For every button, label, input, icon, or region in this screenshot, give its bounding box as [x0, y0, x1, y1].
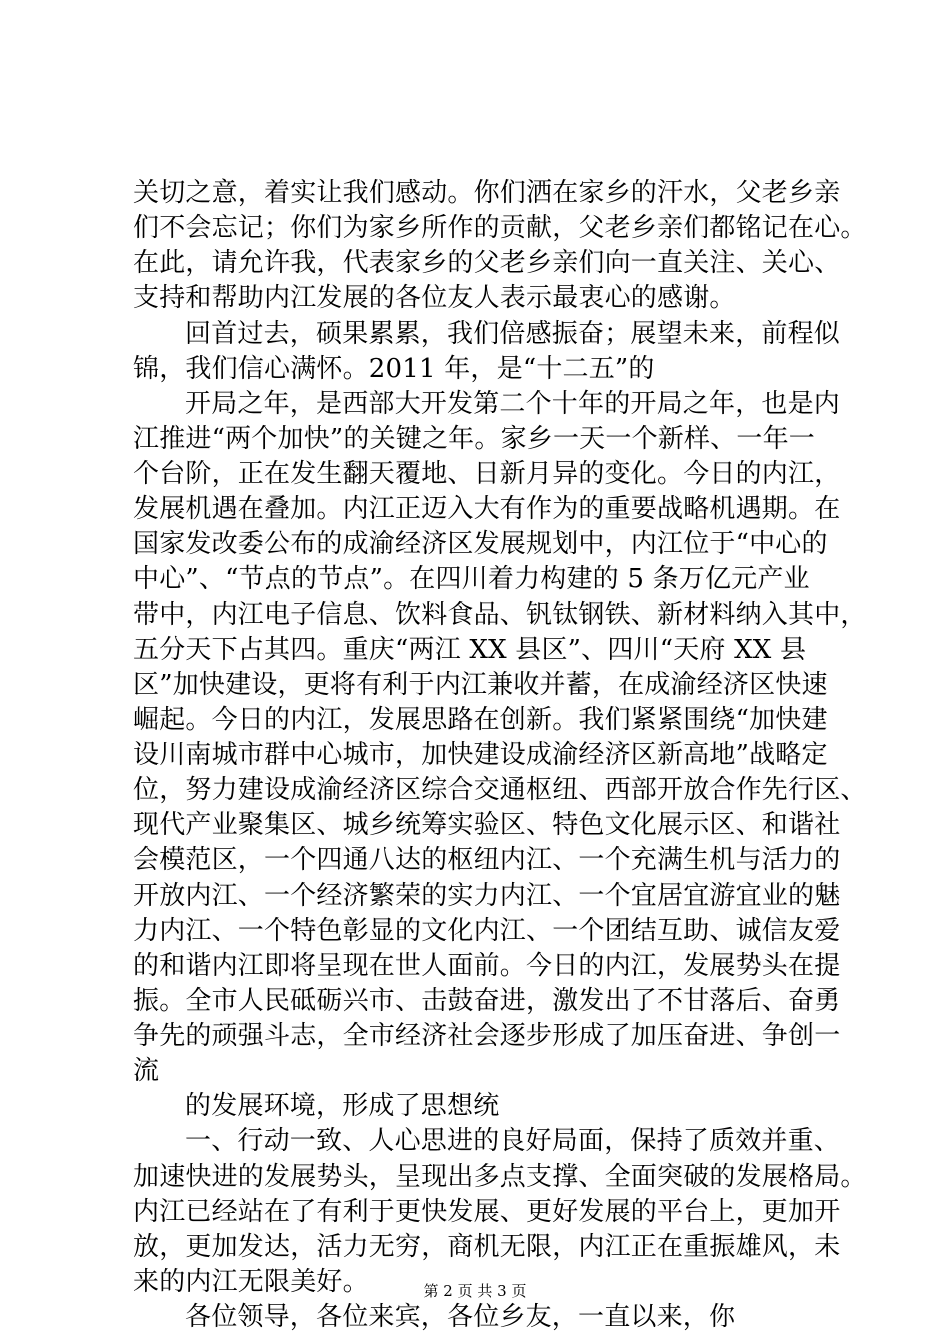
text-line: 各位领导，各位来宾，各位乡友，一直以来，你	[185, 1302, 736, 1332]
text-line: 加速快进的发展势头，呈现出多点支撑、全面突破的发展格局。	[133, 1162, 867, 1192]
text-line: 崛起。今日的内江，发展思路在创新。我们紧紧围绕“加快建	[133, 705, 828, 735]
text-line: 支持和帮助内江发展的各位友人表示最衷心的感谢。	[133, 283, 736, 313]
text-line: 位，努力建设成渝经济区综合交通枢纽、西部开放合作先行区、	[133, 775, 867, 805]
text-line: 五分天下占其四。重庆“两江 XX 县区”、四川“天府 XX 县	[133, 635, 807, 665]
text-line: 流	[133, 1056, 160, 1086]
text-line: 来的内江无限美好。	[133, 1267, 369, 1297]
text-line: 开放内江、一个经济繁荣的实力内江、一个宜居宜游宜业的魅	[133, 881, 841, 911]
text-line: 振。全市人民砥砺兴市、击鼓奋进，激发出了不甘落后、奋勇	[133, 986, 841, 1016]
text-line: 力内江、一个特色彰显的文化内江、一个团结互助、诚信友爱	[133, 916, 841, 946]
text-line: 现代产业聚集区、城乡统筹实验区、特色文化展示区、和谐社	[133, 810, 841, 840]
text-line: 回首过去，硕果累累，我们倍感振奋；展望未来，前程似	[185, 319, 841, 349]
text-line: 锦，我们信心满怀。2011 年，是“十二五”的	[133, 354, 655, 384]
text-line: 们不会忘记；你们为家乡所作的贡献，父老乡亲们都铭记在心。	[133, 213, 867, 243]
text-line: 内江已经站在了有利于更快发展、更好发展的平台上，更加开	[133, 1197, 841, 1227]
text-line: 会模范区，一个四通八达的枢纽内江、一个充满生机与活力的	[133, 845, 841, 875]
text-line: 的发展环境，形成了思想统	[185, 1091, 500, 1121]
text-line: 开局之年，是西部大开发第二个十年的开局之年，也是内	[185, 389, 841, 419]
text-line: 带中，内江电子信息、饮料食品、钒钛钢铁、新材料纳入其中，	[133, 600, 867, 630]
text-line: 发展机遇在叠加。内江正迈入大有作为的重要战略机遇期。在	[133, 494, 841, 524]
text-line: 设川南城市群中心城市，加快建设成渝经济区新高地”战略定	[133, 740, 828, 770]
text-line: 放，更加发达，活力无穷，商机无限，内江正在重振雄风，未	[133, 1232, 841, 1262]
text-line: 国家发改委公布的成渝经济区发展规划中，内江位于“中心的	[133, 529, 828, 559]
text-line: 争先的顽强斗志，全市经济社会逐步形成了加压奋进、争创一	[133, 1021, 841, 1051]
text-line: 的和谐内江即将呈现在世人面前。今日的内江，发展势头在提	[133, 951, 841, 981]
text-line: 个台阶，正在发生翻天覆地、日新月异的变化。今日的内江，	[133, 459, 841, 489]
text-line: 中心”、“节点的节点”。在四川着力构建的 5 条万亿元产业	[133, 564, 810, 594]
text-line: 关切之意，着实让我们感动。你们洒在家乡的汗水，父老乡亲	[133, 178, 841, 208]
text-line: 区”加快建设，更将有利于内江兼收并蓄，在成渝经济区快速	[133, 670, 828, 700]
text-line: 在此，请允许我，代表家乡的父老乡亲们向一直关注、关心、	[133, 248, 841, 278]
page-number-footer: 第 2 页 共 3 页	[423, 1282, 527, 1300]
text-line: 江推进“两个加快”的关键之年。家乡一天一个新样、一年一	[133, 424, 815, 454]
text-line: 一、行动一致、人心思进的良好局面，保持了质效并重、	[185, 1126, 841, 1156]
